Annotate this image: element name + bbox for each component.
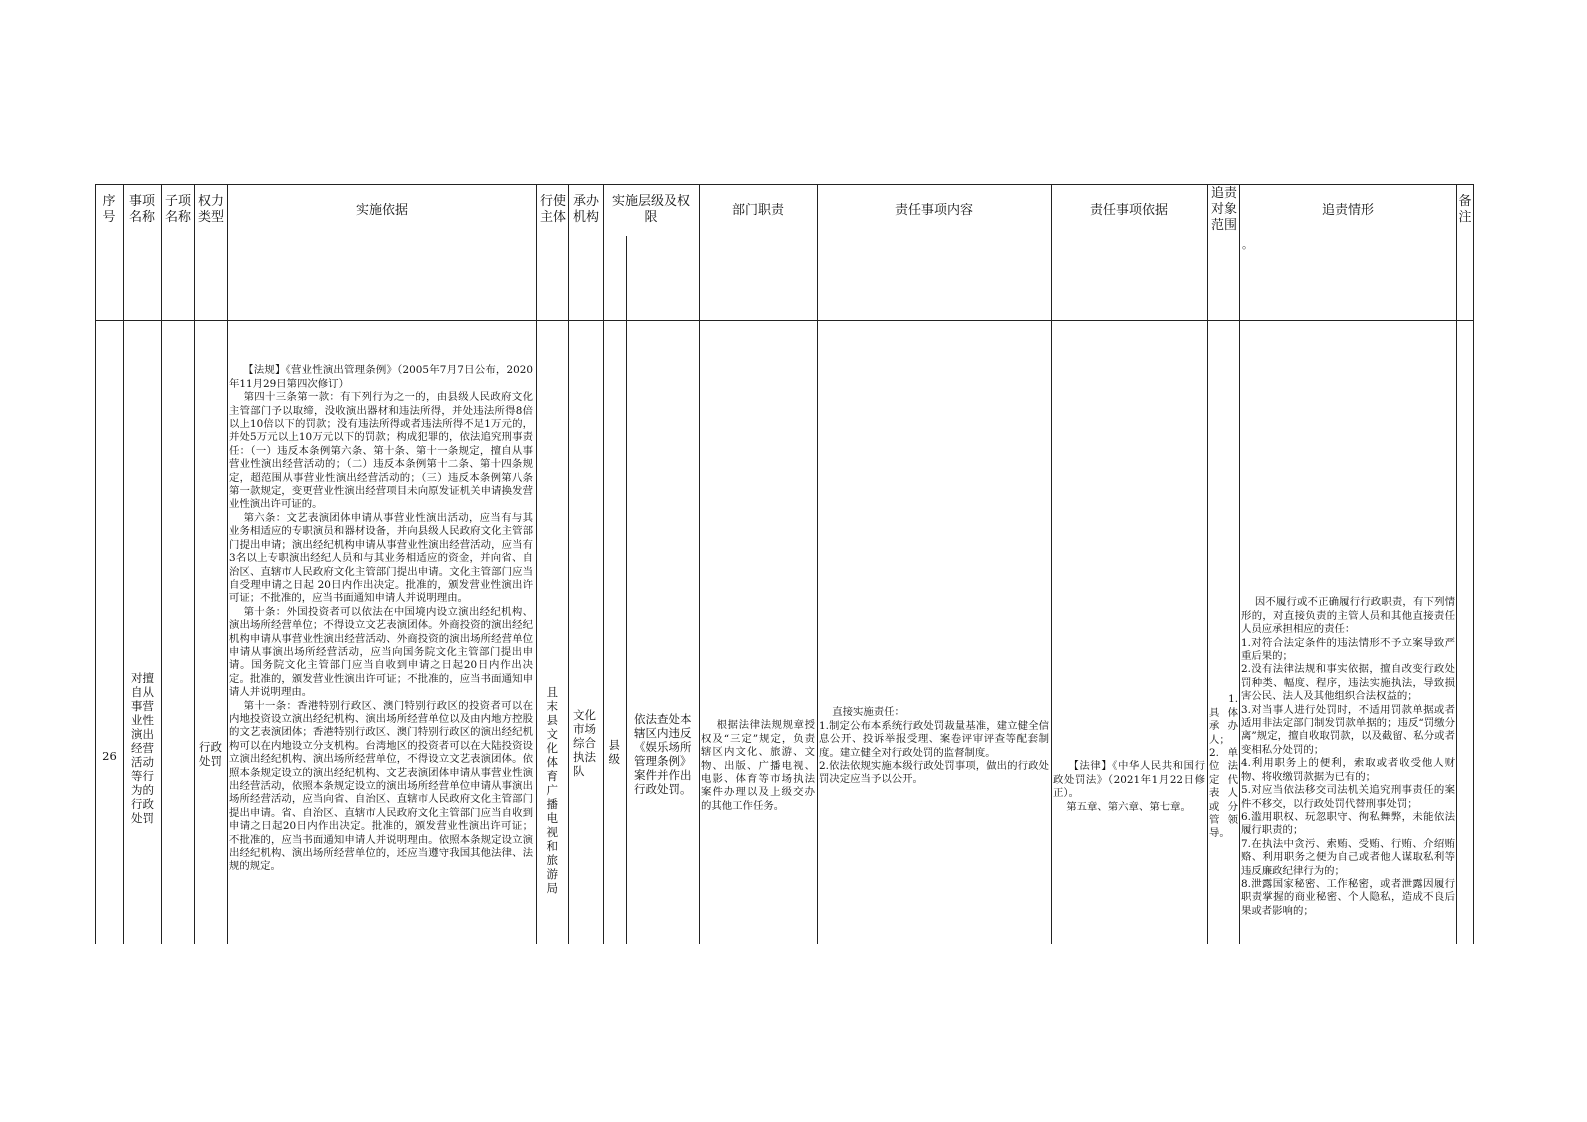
header-resp-basis: 责任事项依据 <box>1089 203 1168 218</box>
cell-power-type: 行政处罚 <box>199 740 222 768</box>
cell-actor: 且末县文化体育广播电视和旅游局 <box>546 685 558 895</box>
header-sub-item: 子项名称 <box>164 194 191 225</box>
grid-line <box>1239 184 1240 944</box>
header-org: 承办机构 <box>572 194 599 225</box>
grid-line <box>1456 184 1457 944</box>
grid-line <box>1473 184 1474 944</box>
cell-level: 县级 <box>608 738 620 766</box>
cell-resp-content: 直接实施责任： 1.制定公布本系统行政处罚裁量基准，建立健全信息公开、投诉举报受理、案卷评审评查等配套制度。建立健全对行政处罚的监督制度。 2.依法依规实施本级行政处罚事项，做出的行政处罚决定应当予以公开。 <box>819 706 1049 786</box>
grid-line <box>1207 184 1208 944</box>
header-basis: 实施依据 <box>355 203 408 218</box>
grid-line <box>95 320 1473 321</box>
cell-basis: 【法规】《营业性演出管理条例》（2005年7月7日公布，2020年11月29日第四次修订） 第四十三条第一款：有下列行为之一的，由县级人民政府文化主管部门予以取缔，没收演出器材和违法所得，并处违法所得8倍以上10倍以下的罚款；没有违法所得或者违法所得不足1万元的，并处5万元以上10万元以下的罚款；构成犯罪的，依法追究刑事责任：（一）违反本条例第六条、第十条、第十一条规定，擅自从事营业性演出经营活动的；（二）违反本条例第十二条、第十四条规定，超范围从事营业性演出经营活动的；（三）违反本条例第八条第一款规定，变更营业性演出经营项目未向原发证机关申请换发营业性演出许可证的。 第六条：文艺表演团体申请从事营业性演出活动，应当有与其业务相适应的专职演员和器材设备，并向县级人民政府文化主管部门提出申请；演出经纪机构申请从事营业性演出经营活动，应当有3名以上专职演出经纪人员和与其业务相适应的资金，并向省、自治区、直辖市人民政府文化主管部门提出申请。文化主管部门应当自受理申请之日起 20日内作出决定。批准的，颁发营业性演出许可证；不批准的，应当书面通知申请人并说明理由。 第十条：外国投资者可以依法在中国境内设立演出经纪机构、演出场所经营单位；不得设立文艺表演团体。外商投资的演出经纪机构申请从事营业性演出经营活动、外商投资的演出场所经营单位申请从事演出场所经营活动，应当向国务院文化主管部门提出申请。国务院文化主管部门应当自收到申请之日起20日内作出决定。批准的，颁发营业性演出许可证；不批准的，应当书面通知申请人并说明理由。 第十一条：香港特别行政区、澳门特别行政区的投资者可以在内地投资设立演出经纪机构、演出场所经营单位以及由内地方控股的文艺表演团体；香港特别行政区、澳门特别行政区的演出经纪机构可以在内地设立分支机构。台湾地区的投资者可以在大陆投资设立演出经纪机构、演出场所经营单位，不得设立文艺表演团体。依照本条规定设立的演出经纪机构、文艺表演团体申请从事营业性演出经营活动，依照本条规定设立的演出场所经营单位申请从事演出场所经营活动，应当向省、自治区、直辖市人民政府文化主管部门提出申请。省、自治区、直辖市人民政府文化主管部门应当自收到申请之日起20日内作出决定。批准的，颁发营业性演出许可证；不批准的，应当书面通知申请人并说明理由。依照本条规定设立演出经纪机构、演出场所经营单位的，还应当遵守我国其他法律、法规的规定。 <box>229 364 533 873</box>
cell-org: 文化市场综合执法队 <box>573 708 596 778</box>
header-duty: 部门职责 <box>731 203 784 218</box>
cell-level-detail: 依法查处本辖区内违反《娱乐场所管理条例》案件并作出行政处罚。 <box>634 712 692 796</box>
cell-situation: 因不履行或不正确履行行政职责，有下列情形的，对直接负责的主管人员和其他直接责任人员应承担相应的责任： 1.对符合法定条件的违法情形不予立案导致严重后果的； 2.没有法律法规和事实依据，擅自改变行政处罚种类、幅度、程序，违法实施执法，导致损害公民、法人及其他组织合法权益的； 3.对当事人进行处罚时，不适用罚款单据或者适用非法定部门制发罚款单据的；违反“罚缴分离”规定，擅自收取罚款，以及截留、私分或者变相私分处罚的； 4.利用职务上的便利，索取或者收受他人财物、将收缴罚款据为已有的； 5.对应当依法移交司法机关追究刑事责任的案件不移交，以行政处罚代替刑事处罚； 6.滥用职权、玩忽职守、徇私舞弊，未能依法履行职责的； 7.在执法中贪污、索贿、受贿、行贿、介绍贿赂、利用职务之便为自己或者他人谋取私利等违反廉政纪律行为的； 8.泄露国家秘密、工作秘密，或者泄露因履行职责掌握的商业秘密、个人隐私，造成不良后果或者影响的； <box>1241 596 1455 917</box>
grid-line <box>603 184 604 944</box>
grid-line <box>536 184 537 944</box>
cell-resp-basis: 【法律】《中华人民共和国行政处罚法》（2021年1月22日修正）。 第五章、第六章、第七章。 <box>1053 760 1205 813</box>
grid-line <box>227 184 228 944</box>
header-seq: 序号 <box>102 194 116 225</box>
grid-line <box>95 184 96 944</box>
grid-line <box>194 184 195 944</box>
cell-seq: 26 <box>102 749 117 763</box>
grid-line <box>699 184 700 944</box>
cell-item-name: 对擅自从事营业性演出经营活动等行为的行政处罚 <box>131 671 154 825</box>
header-actor: 行使主体 <box>539 194 566 225</box>
cell-scope: 1.具体承办人； 2.单位法定代表人或分管领导。 <box>1209 693 1238 840</box>
header-power-type: 权力类型 <box>197 194 224 225</box>
grid-line <box>123 184 124 944</box>
header-item-name: 事项名称 <box>128 194 155 225</box>
header-level: 实施层级及权限 <box>611 194 690 225</box>
header-situation-note: 。 <box>1242 238 1253 251</box>
grid-line <box>95 184 1473 185</box>
cell-duty: 根据法律法规规章授权及“三定”规定，负责辖区内文化、旅游、文物、出版、广播电视、电影、体育等市场执法案件办理以及上级交办的其他工作任务。 <box>701 719 815 812</box>
grid-line <box>161 184 162 944</box>
grid-line <box>1051 184 1052 944</box>
header-remark: 备注 <box>1458 194 1472 225</box>
grid-line <box>568 184 569 944</box>
header-scope: 追责对象范围 <box>1210 186 1237 233</box>
header-resp-content: 责任事项内容 <box>894 203 973 218</box>
grid-line <box>817 184 818 944</box>
header-situation: 追责情形 <box>1321 203 1374 218</box>
grid-line <box>626 236 627 944</box>
